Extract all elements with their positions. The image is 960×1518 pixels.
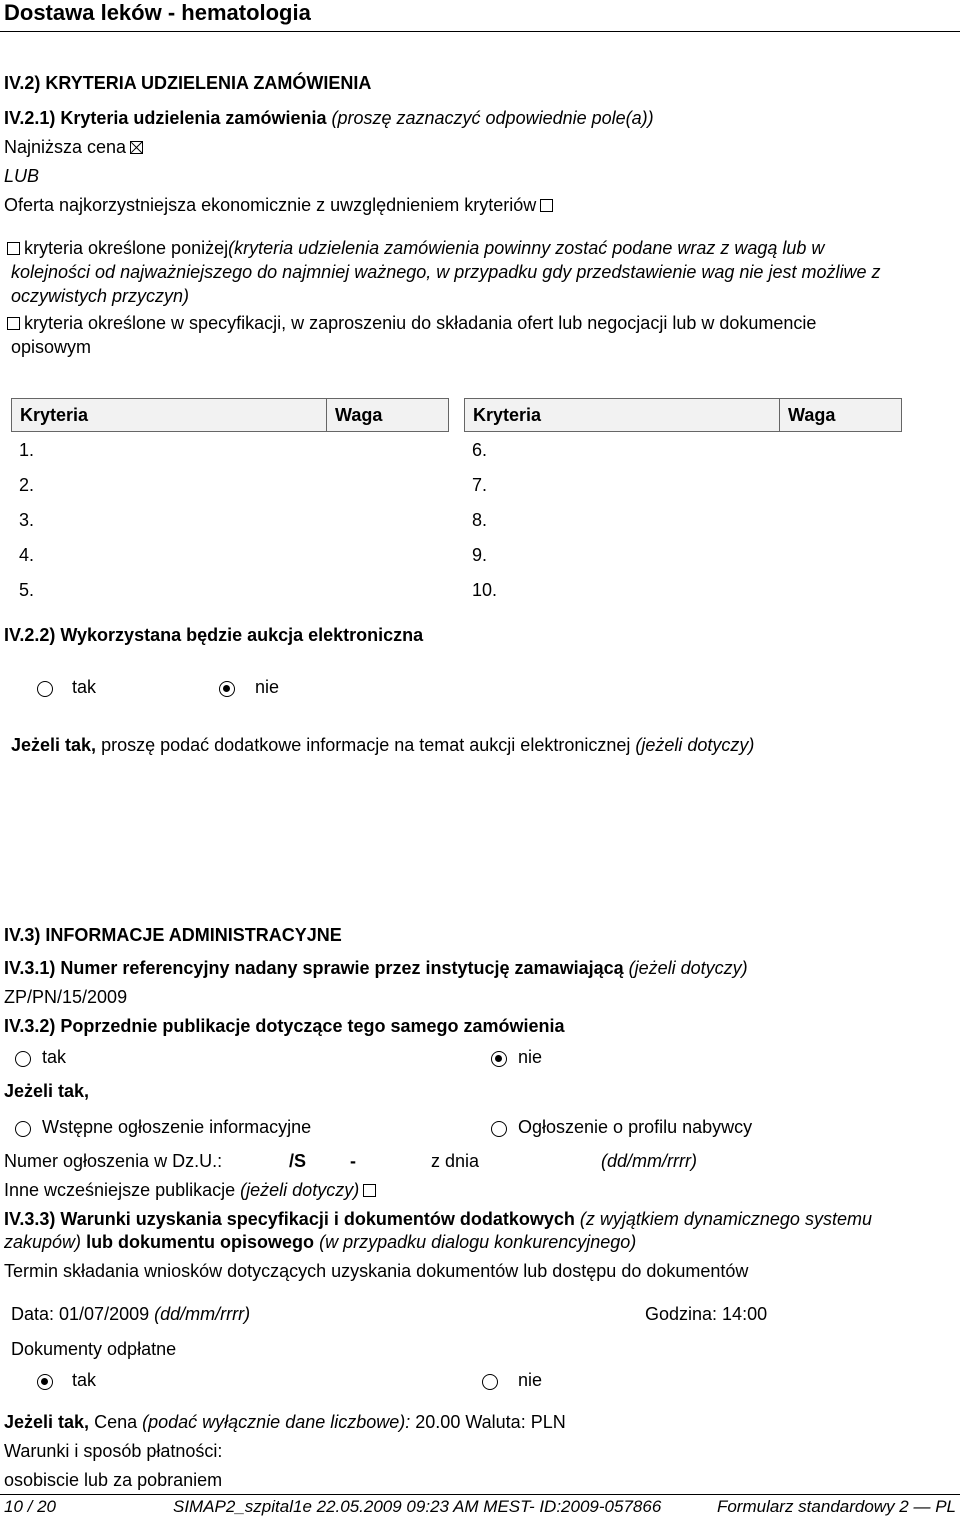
prev-pub-nie-radio[interactable]	[491, 1051, 507, 1067]
criteria-below-note-1: (kryteria udzielenia zamówienia powinny zostać podane wraz z wagą lub w	[228, 238, 825, 258]
prev-pub-nie-label: nie	[518, 1047, 543, 1067]
date-format-hint: (dd/mm/rrrr)	[601, 1151, 697, 1171]
price-if-yes: Jeżeli tak,	[4, 1412, 90, 1432]
price-label: Cena	[94, 1412, 138, 1432]
criteria-spec-line-1	[7, 313, 816, 335]
prev-pub-tak-label: tak	[42, 1047, 67, 1067]
iv22-heading: IV.2.2) Wykorzystana będzie aukcja elektroniczna	[4, 625, 424, 645]
lub-label: LUB	[4, 166, 40, 186]
section-iv3-heading: IV.3) INFORMACJE ADMINISTRACYJNE	[4, 925, 342, 945]
iv33-line-1	[4, 1209, 872, 1231]
auction-nie-label: nie	[255, 677, 280, 697]
auction-tak-label: tak	[72, 677, 97, 697]
payment-label: Warunki i sposób płatności:	[4, 1441, 223, 1461]
criteria-spec-text-2: opisowym	[11, 337, 92, 357]
best-offer-checkbox[interactable]	[540, 199, 553, 212]
deadline-date: Data: 01/07/2009	[11, 1304, 150, 1324]
iv31-note: (jeżeli dotyczy)	[628, 958, 748, 978]
table-row: 2.	[19, 475, 35, 495]
iv33-heading-b: lub dokumentu opisowego	[86, 1232, 315, 1252]
table-row: 4.	[19, 545, 35, 565]
paid-docs-tak-radio[interactable]	[37, 1374, 53, 1390]
notice-number-s: /S	[289, 1151, 307, 1171]
header-divider	[0, 31, 960, 32]
deadline-date-line	[11, 1304, 250, 1326]
other-pub-checkbox[interactable]	[363, 1184, 376, 1197]
lowest-price-label: Najniższa cena	[4, 137, 127, 157]
table-row: 1.	[19, 440, 35, 460]
criteria-below-checkbox[interactable]	[7, 242, 20, 255]
table-row: 3.	[19, 510, 35, 530]
criteria-below-line-1	[7, 238, 824, 260]
table-row: 5.	[19, 580, 35, 600]
prior-info-label: Wstępne ogłoszenie informacyjne	[42, 1117, 312, 1137]
prev-pub-tak-radio[interactable]	[15, 1051, 31, 1067]
iv21-note: (proszę zaznaczyć odpowiednie pole(a))	[331, 108, 654, 128]
section-iv2-heading: IV.2) KRYTERIA UDZIELENIA ZAMÓWIENIA	[4, 73, 372, 93]
deadline-date-format: (dd/mm/rrrr)	[154, 1304, 251, 1324]
other-pub-note: (jeżeli dotyczy)	[240, 1180, 360, 1200]
paid-docs-label: Dokumenty odpłatne	[11, 1339, 177, 1359]
buyer-profile-radio[interactable]	[491, 1121, 507, 1137]
page-title: Dostawa leków - hematologia	[4, 0, 311, 25]
payment-value: osobiscie lub za pobraniem	[4, 1470, 223, 1490]
table-header-kryteria-right: Kryteria	[464, 398, 780, 432]
iv33-note-a: (z wyjątkiem dynamicznego systemu	[579, 1209, 872, 1229]
lowest-price-line	[4, 137, 147, 159]
paid-docs-nie-label: nie	[518, 1370, 543, 1390]
iv33-line-2	[4, 1232, 636, 1254]
criteria-below-label: kryteria określone poniżej	[24, 238, 229, 258]
table-header-kryteria-left: Kryteria	[11, 398, 327, 432]
criteria-below-note-2: kolejności od najważniejszego do najmniej ważnego, w przypadku gdy przedstawienie wag nie jest możliwe z	[11, 262, 881, 282]
iv33-heading-a: IV.3.3) Warunki uzyskania specyfikacji i dokumentów dodatkowych	[4, 1209, 575, 1229]
price-line	[4, 1412, 566, 1434]
footer-form: Formularz standardowy 2 — PL	[716, 1497, 956, 1516]
auction-tak-radio[interactable]	[37, 681, 53, 697]
best-offer-line	[4, 195, 557, 217]
notice-number-dash: -	[350, 1151, 356, 1171]
table-row: 6.	[472, 440, 488, 460]
table-row: 9.	[472, 545, 488, 565]
auction-nie-radio[interactable]	[219, 681, 235, 697]
lowest-price-checkbox[interactable]	[130, 141, 143, 154]
prev-pub-if-yes: Jeżeli tak,	[4, 1081, 90, 1101]
iv31-line	[4, 958, 748, 980]
buyer-profile-label: Ogłoszenie o profilu nabywcy	[518, 1117, 753, 1137]
footer-doc-id: SIMAP2_szpital1e 22.05.2009 09:23 AM MEST- ID:2009-057866	[173, 1497, 662, 1516]
criteria-spec-text-1: kryteria określone w specyfikacji, w zaproszeniu do składania ofert lub negocjacji lub w dokumencie	[24, 313, 817, 333]
paid-docs-nie-radio[interactable]	[482, 1374, 498, 1390]
criteria-spec-checkbox[interactable]	[7, 317, 20, 330]
iv33-note-b: zakupów)	[4, 1232, 82, 1252]
best-offer-label: Oferta najkorzystniejsza ekonomicznie z uwzględnieniem kryteriów	[4, 195, 537, 215]
deadline-time: Godzina: 14:00	[645, 1304, 768, 1324]
table-header-waga-left: Waga	[326, 398, 449, 432]
table-row: 7.	[472, 475, 488, 495]
notice-number-label: Numer ogłoszenia w Dz.U.:	[4, 1151, 223, 1171]
iv31-heading: IV.3.1) Numer referencyjny nadany sprawie przez instytucję zamawiającą	[4, 958, 624, 978]
iv32-heading: IV.3.2) Poprzednie publikacje dotyczące tego samego zamówienia	[4, 1016, 565, 1036]
paid-docs-tak-label: tak	[72, 1370, 97, 1390]
footer-divider	[0, 1494, 960, 1495]
currency: Waluta: PLN	[465, 1412, 566, 1432]
other-pub-label: Inne wcześniejsze publikacje	[4, 1180, 236, 1200]
price-value: 20.00	[415, 1412, 461, 1432]
table-row: 10.	[472, 580, 498, 600]
footer-page: 10 / 20	[4, 1497, 56, 1516]
auction-info-line	[11, 735, 754, 757]
other-pub-line	[4, 1180, 380, 1202]
price-note: (podać wyłącznie dane liczbowe):	[142, 1412, 411, 1432]
iv33-note-c: (w przypadku dialogu konkurencyjnego)	[319, 1232, 637, 1252]
iv21-line	[4, 108, 654, 130]
auction-info-text: proszę podać dodatkowe informacje na temat aukcji elektronicznej	[101, 735, 631, 755]
table-header-waga-right: Waga	[779, 398, 902, 432]
table-row: 8.	[472, 510, 488, 530]
deadline-label: Termin składania wniosków dotyczących uzyskania dokumentów lub dostępu do dokumentów	[4, 1261, 749, 1281]
criteria-below-note-3: oczywistych przyczyn)	[11, 286, 190, 306]
iv21-heading: IV.2.1) Kryteria udzielenia zamówienia	[4, 108, 327, 128]
from-date-label: z dnia	[431, 1151, 480, 1171]
auction-info-note: (jeżeli dotyczy)	[635, 735, 755, 755]
prior-info-radio[interactable]	[15, 1121, 31, 1137]
reference-number: ZP/PN/15/2009	[4, 987, 128, 1007]
auction-info-bold: Jeżeli tak,	[11, 735, 97, 755]
